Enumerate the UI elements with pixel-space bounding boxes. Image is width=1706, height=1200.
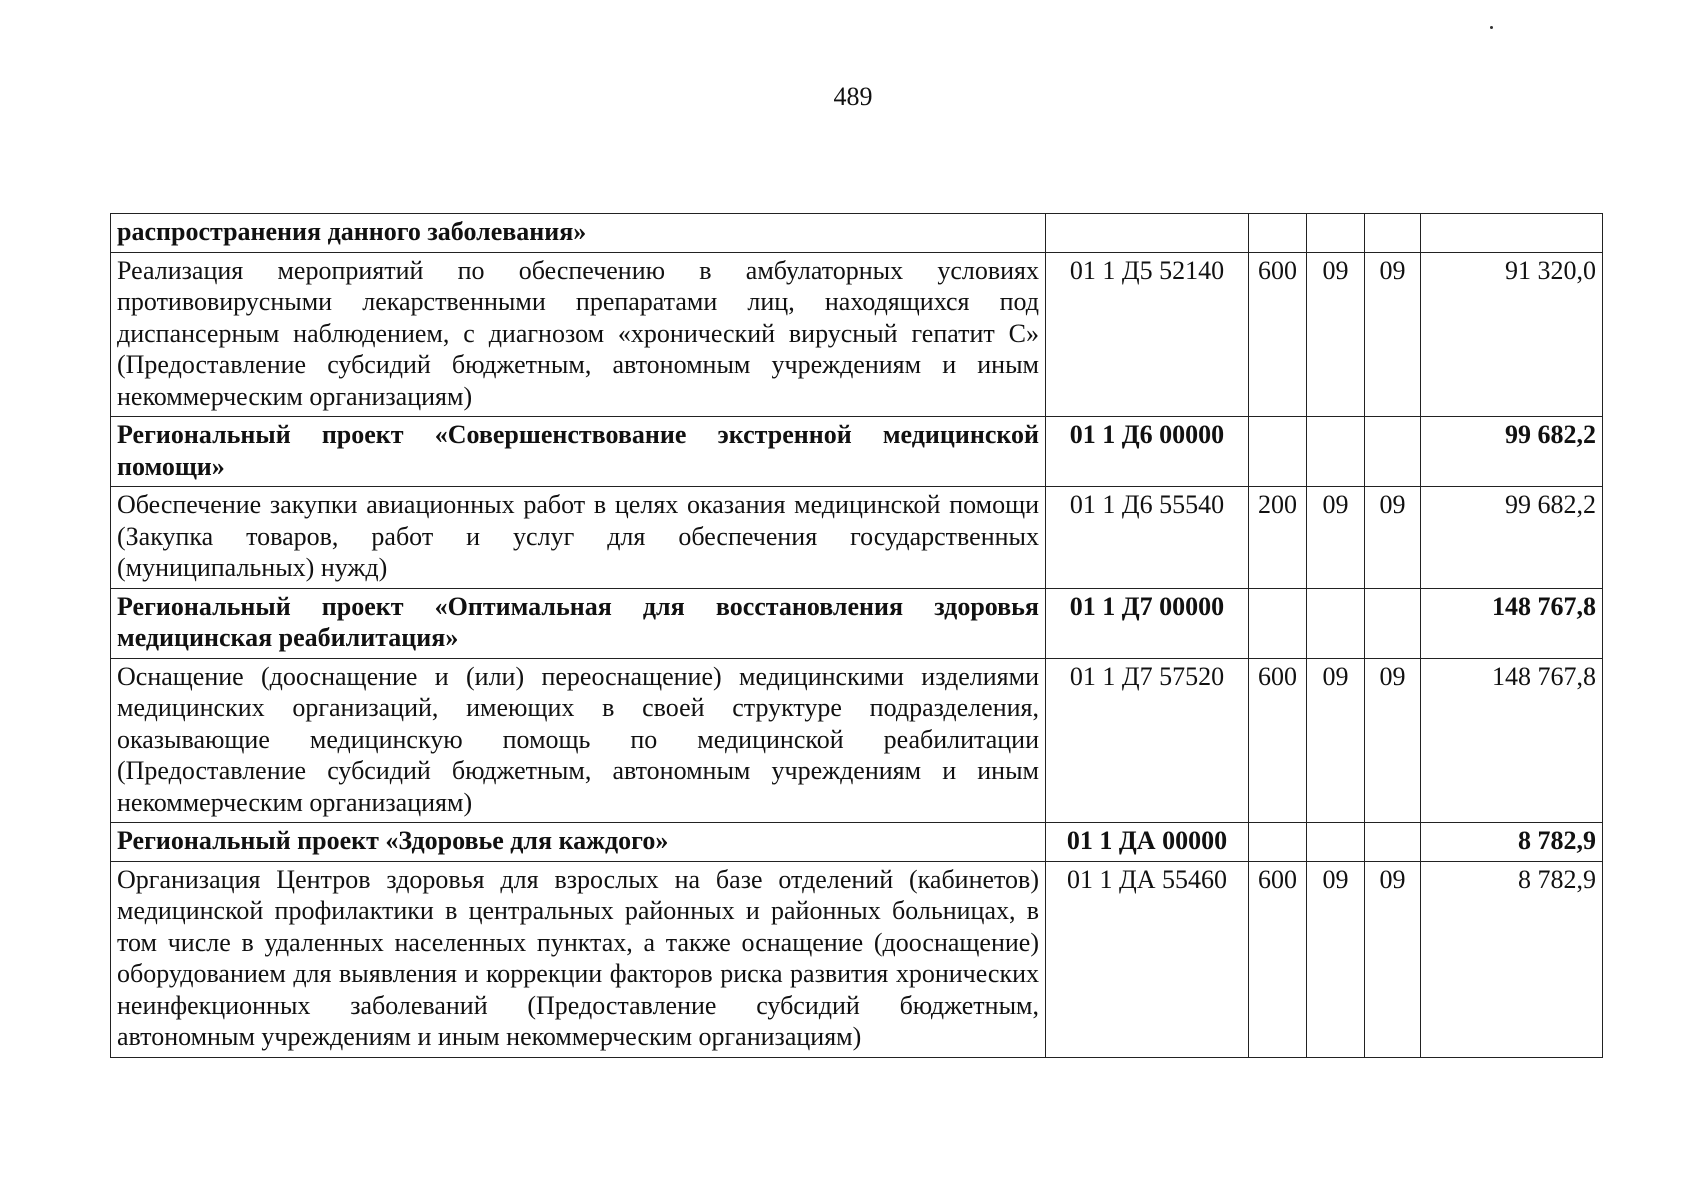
budget-table <box>110 213 1603 1058</box>
row-vr: 600 <box>1249 658 1307 823</box>
row-pr: 09 <box>1365 861 1421 1057</box>
row-pr <box>1365 823 1421 862</box>
row-code: 01 1 ДА 00000 <box>1046 823 1249 862</box>
row-name: Оснащение (дооснащение и (или) переоснащение) медицинскими изделиями медицинских организаций, имеющих в своей структуре подразделения, оказывающие медицинскую помощь по медицинской реабилитации (Предоставление субсидий бюджетным, автономным учреждениям и иным некоммерческим организациям) <box>111 658 1046 823</box>
scan-dot <box>1490 26 1493 29</box>
row-code <box>1046 214 1249 253</box>
row-code: 01 1 Д6 00000 <box>1046 417 1249 487</box>
row-name: Реализация мероприятий по обеспечению в амбулаторных условиях противовирусными лекарственными препаратами лиц, находящихся под диспансерным наблюдением, с диагнозом «хронический вирусный гепатит С» (Предоставление субсидий бюджетным, автономным учреждениям и иным некоммерческим организациям) <box>111 252 1046 417</box>
row-rz: 09 <box>1307 658 1365 823</box>
row-rz <box>1307 417 1365 487</box>
row-rz <box>1307 823 1365 862</box>
row-pr: 09 <box>1365 252 1421 417</box>
row-name: Региональный проект «Оптимальная для восстановления здоровья медицинская реабилитация» <box>111 588 1046 658</box>
row-sum: 99 682,2 <box>1421 417 1603 487</box>
row-code: 01 1 ДА 55460 <box>1046 861 1249 1057</box>
row-rz <box>1307 214 1365 253</box>
row-name: Региональный проект «Здоровье для каждого» <box>111 823 1046 862</box>
row-pr: 09 <box>1365 658 1421 823</box>
table-row <box>111 487 1603 589</box>
row-pr <box>1365 417 1421 487</box>
row-code: 01 1 Д5 52140 <box>1046 252 1249 417</box>
row-name: Региональный проект «Совершенствование экстренной медицинской помощи» <box>111 417 1046 487</box>
row-rz <box>1307 588 1365 658</box>
row-rz: 09 <box>1307 252 1365 417</box>
row-vr <box>1249 823 1307 862</box>
row-vr <box>1249 417 1307 487</box>
row-code: 01 1 Д7 57520 <box>1046 658 1249 823</box>
row-name: Организация Центров здоровья для взрослых на базе отделений (кабинетов) медицинской профилактики в центральных районных и районных больницах, в том числе в удаленных населенных пунктах, а также оснащение (дооснащение) оборудованием для выявления и коррекции факторов риска развития хронических неинфекционных заболеваний (Предоставление субсидий бюджетным, автономным учреждениям и иным некоммерческим организациям) <box>111 861 1046 1057</box>
row-sum: 148 767,8 <box>1421 658 1603 823</box>
row-vr: 200 <box>1249 487 1307 589</box>
row-sum: 8 782,9 <box>1421 861 1603 1057</box>
table-row <box>111 214 1603 253</box>
row-sum: 148 767,8 <box>1421 588 1603 658</box>
page-number: 489 <box>833 82 873 111</box>
row-vr <box>1249 588 1307 658</box>
row-sum: 99 682,2 <box>1421 487 1603 589</box>
row-sum: 8 782,9 <box>1421 823 1603 862</box>
row-code: 01 1 Д6 55540 <box>1046 487 1249 589</box>
row-vr <box>1249 214 1307 253</box>
table-row <box>111 861 1603 1057</box>
table-row <box>111 658 1603 823</box>
row-code: 01 1 Д7 00000 <box>1046 588 1249 658</box>
table-row <box>111 252 1603 417</box>
row-name: распространения данного заболевания» <box>111 214 1046 253</box>
row-pr <box>1365 214 1421 253</box>
row-pr: 09 <box>1365 487 1421 589</box>
row-name: Обеспечение закупки авиационных работ в целях оказания медицинской помощи (Закупка товаров, работ и услуг для обеспечения государственных (муниципальных) нужд) <box>111 487 1046 589</box>
row-pr <box>1365 588 1421 658</box>
row-vr: 600 <box>1249 252 1307 417</box>
row-sum <box>1421 214 1603 253</box>
table-row <box>111 823 1603 862</box>
row-vr: 600 <box>1249 861 1307 1057</box>
table-row <box>111 588 1603 658</box>
row-rz: 09 <box>1307 487 1365 589</box>
row-sum: 91 320,0 <box>1421 252 1603 417</box>
row-rz: 09 <box>1307 861 1365 1057</box>
table-row <box>111 417 1603 487</box>
